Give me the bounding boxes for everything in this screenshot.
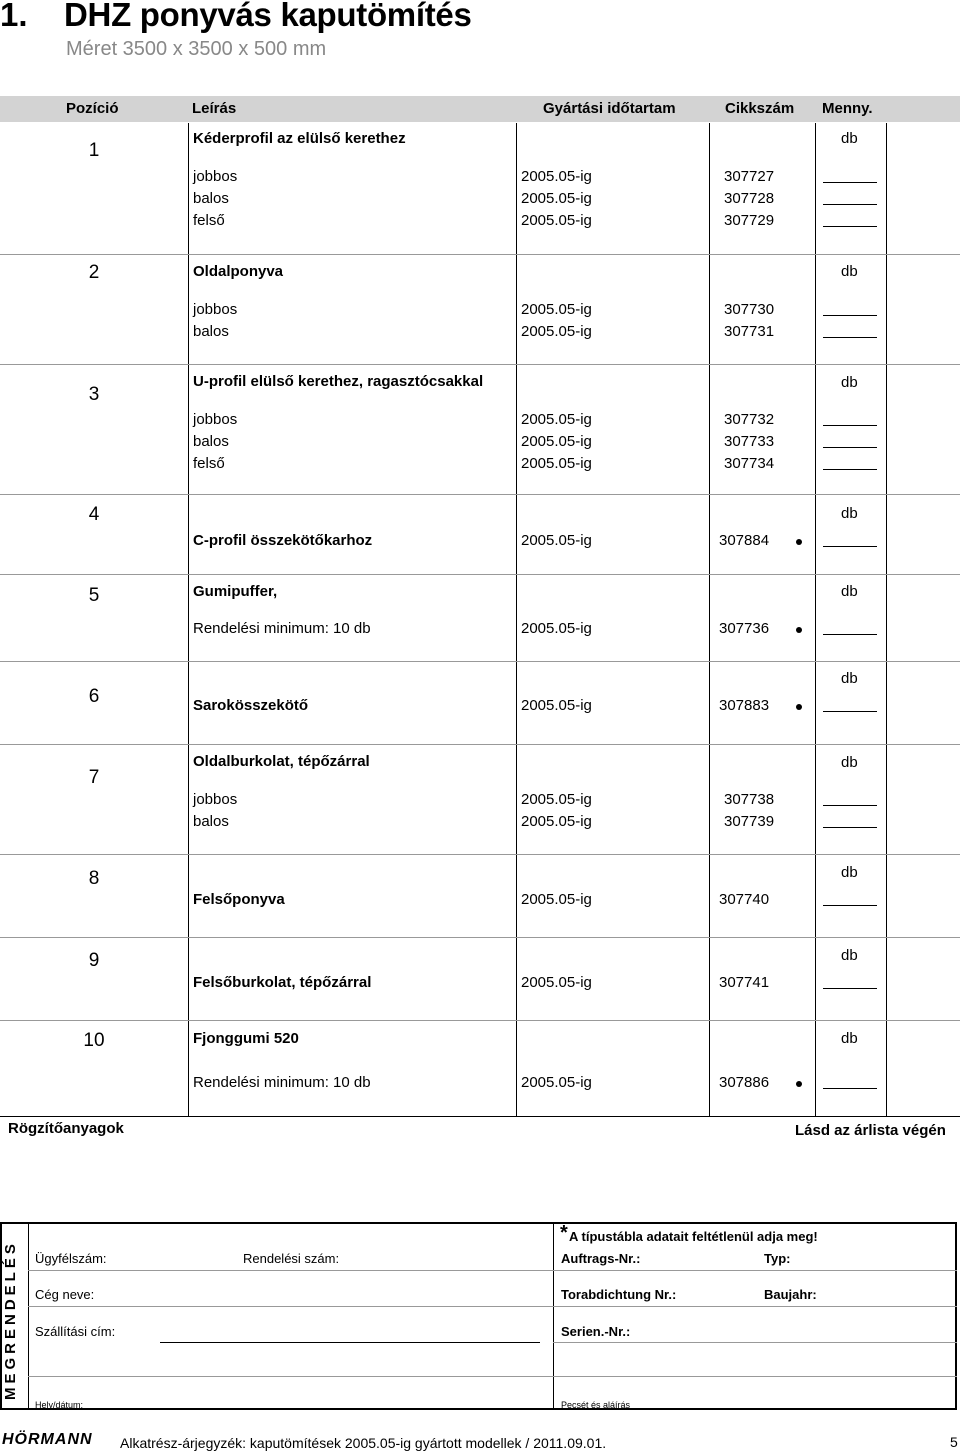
row-title: Oldalburkolat, tépőzárral xyxy=(193,753,370,770)
bullet-dot-icon xyxy=(796,539,802,545)
row-title: Felsőponyva xyxy=(193,891,285,908)
item-code: 307728 xyxy=(724,190,775,207)
header-quantity: Menny. xyxy=(822,100,873,117)
hormann-logo: HÖRMANN xyxy=(2,1431,93,1448)
header-description: Leírás xyxy=(192,100,237,117)
item-period: 2005.05-ig xyxy=(521,190,592,207)
order-side-label: MEGRENDELÉS xyxy=(2,1240,19,1400)
item-label: felső xyxy=(193,212,225,229)
bullet-dot-icon xyxy=(796,1081,802,1087)
footer-text: Alkatrész-árjegyzék: kaputömítések 2005.05-ig gyártott modellek / 2011.09.01. xyxy=(120,1435,607,1451)
auftrags-label: Auftrags-Nr.: xyxy=(561,1251,641,1266)
item-code: 307732 xyxy=(724,411,775,428)
serien-label: Serien.-Nr.: xyxy=(561,1324,631,1339)
quantity-blank[interactable] xyxy=(823,827,877,828)
item-code: 307733 xyxy=(724,433,775,450)
item-label: balos xyxy=(193,190,229,207)
item-label: jobbos xyxy=(193,791,238,808)
item-code: 307886 xyxy=(719,1074,770,1091)
quantity-blank[interactable] xyxy=(823,447,877,448)
typ-label: Typ: xyxy=(764,1251,791,1266)
unit-label: db xyxy=(841,1030,858,1047)
row-title: Gumipuffer, xyxy=(193,583,278,600)
row-position: 10 xyxy=(83,1030,105,1051)
row-position: 5 xyxy=(88,585,100,606)
quantity-blank[interactable] xyxy=(823,1088,877,1089)
header-period: Gyártási időtartam xyxy=(543,100,676,117)
unit-label: db xyxy=(841,263,858,280)
order-form xyxy=(0,1222,957,1410)
item-period: 2005.05-ig xyxy=(521,697,592,714)
row-title: Felsőburkolat, tépőzárral xyxy=(193,974,372,991)
quantity-blank[interactable] xyxy=(823,337,877,338)
unit-label: db xyxy=(841,670,858,687)
row-subtitle: Rendelési minimum: 10 db xyxy=(193,620,371,637)
item-period: 2005.05-ig xyxy=(521,1074,592,1091)
item-period: 2005.05-ig xyxy=(521,974,592,991)
row-subtitle: Rendelési minimum: 10 db xyxy=(193,1074,371,1091)
item-code: 307729 xyxy=(724,212,775,229)
row-position: 4 xyxy=(88,504,100,525)
quantity-blank[interactable] xyxy=(823,425,877,426)
item-period: 2005.05-ig xyxy=(521,323,592,340)
row-position: 7 xyxy=(88,767,100,788)
quantity-blank[interactable] xyxy=(823,315,877,316)
row-title: Oldalponyva xyxy=(193,263,284,280)
place-date-label: Hely/dátum: xyxy=(35,1400,84,1410)
unit-label: db xyxy=(841,947,858,964)
header-code: Cikkszám xyxy=(725,100,795,117)
row-position: 1 xyxy=(88,140,100,161)
unit-label: db xyxy=(841,864,858,881)
quantity-blank[interactable] xyxy=(823,546,877,547)
row-title: Kéderprofil az elülső kerethez xyxy=(193,130,406,147)
bullet-dot-icon xyxy=(796,704,802,710)
fasteners-link[interactable]: Lásd az árlista végén xyxy=(795,1122,946,1139)
item-label: jobbos xyxy=(193,301,238,318)
item-label: balos xyxy=(193,813,229,830)
torabdichtung-label: Torabdichtung Nr.: xyxy=(561,1287,677,1302)
company-name-label: Cég neve: xyxy=(35,1287,95,1302)
item-code: 307883 xyxy=(719,697,770,714)
item-code: 307731 xyxy=(724,323,775,340)
quantity-blank[interactable] xyxy=(823,711,877,712)
row-position: 3 xyxy=(88,384,100,405)
page-number: 5 xyxy=(950,1434,958,1450)
quantity-blank[interactable] xyxy=(823,905,877,906)
page-title: DHZ ponyvás kaputömítés xyxy=(64,0,472,33)
item-label: felső xyxy=(193,455,225,472)
item-label: jobbos xyxy=(193,168,238,185)
item-code: 307738 xyxy=(724,791,775,808)
unit-label: db xyxy=(841,583,858,600)
unit-label: db xyxy=(841,130,858,147)
item-code: 307730 xyxy=(724,301,775,318)
section-number: 1. xyxy=(0,0,28,33)
row-title: Fjonggumi 520 xyxy=(193,1030,299,1047)
item-code: 307741 xyxy=(719,974,770,991)
item-period: 2005.05-ig xyxy=(521,411,592,428)
unit-label: db xyxy=(841,754,858,771)
row-position: 8 xyxy=(88,868,100,889)
item-period: 2005.05-ig xyxy=(521,212,592,229)
item-code: 307884 xyxy=(719,532,770,549)
row-position: 6 xyxy=(88,686,100,707)
quantity-blank[interactable] xyxy=(823,988,877,989)
item-code: 307739 xyxy=(724,813,775,830)
stamp-signature-label: Pecsét és aláírás xyxy=(561,1400,631,1410)
item-code: 307740 xyxy=(719,891,770,908)
row-title: U-profil elülső kerethez, ragasztócsakkal xyxy=(193,373,484,390)
table-header-band xyxy=(0,96,960,122)
item-period: 2005.05-ig xyxy=(521,791,592,808)
item-label: balos xyxy=(193,433,229,450)
row-title: Sarokösszekötő xyxy=(193,697,309,714)
note-star: * xyxy=(560,1222,568,1244)
item-label: jobbos xyxy=(193,411,238,428)
quantity-blank[interactable] xyxy=(823,634,877,635)
item-period: 2005.05-ig xyxy=(521,455,592,472)
bullet-dot-icon xyxy=(796,627,802,633)
unit-label: db xyxy=(841,374,858,391)
header-position: Pozíció xyxy=(66,100,119,117)
row-position: 9 xyxy=(88,950,100,971)
row-title: C-profil összekötőkarhoz xyxy=(193,532,373,549)
order-number-label: Rendelési szám: xyxy=(243,1251,340,1266)
order-note: A típustábla adatait feltétlenül adja meg! xyxy=(569,1229,818,1244)
quantity-blank[interactable] xyxy=(823,805,877,806)
item-period: 2005.05-ig xyxy=(521,301,592,318)
item-code: 307727 xyxy=(724,168,775,185)
item-period: 2005.05-ig xyxy=(521,813,592,830)
item-label: balos xyxy=(193,323,229,340)
unit-label: db xyxy=(841,505,858,522)
page-subtitle: Méret 3500 x 3500 x 500 mm xyxy=(66,38,327,60)
quantity-blank[interactable] xyxy=(823,182,877,183)
quantity-blank[interactable] xyxy=(823,226,877,227)
item-period: 2005.05-ig xyxy=(521,620,592,637)
fasteners-label: Rögzítőanyagok xyxy=(8,1120,124,1137)
item-period: 2005.05-ig xyxy=(521,168,592,185)
delivery-address-label: Szállítási cím: xyxy=(35,1324,116,1339)
item-code: 307734 xyxy=(724,455,775,472)
customer-number-label: Ügyfélszám: xyxy=(35,1251,107,1266)
item-period: 2005.05-ig xyxy=(521,891,592,908)
quantity-blank[interactable] xyxy=(823,469,877,470)
row-position: 2 xyxy=(88,262,100,283)
item-period: 2005.05-ig xyxy=(521,532,592,549)
item-code: 307736 xyxy=(719,620,770,637)
baujahr-label: Baujahr: xyxy=(764,1287,817,1302)
quantity-blank[interactable] xyxy=(823,204,877,205)
item-period: 2005.05-ig xyxy=(521,433,592,450)
